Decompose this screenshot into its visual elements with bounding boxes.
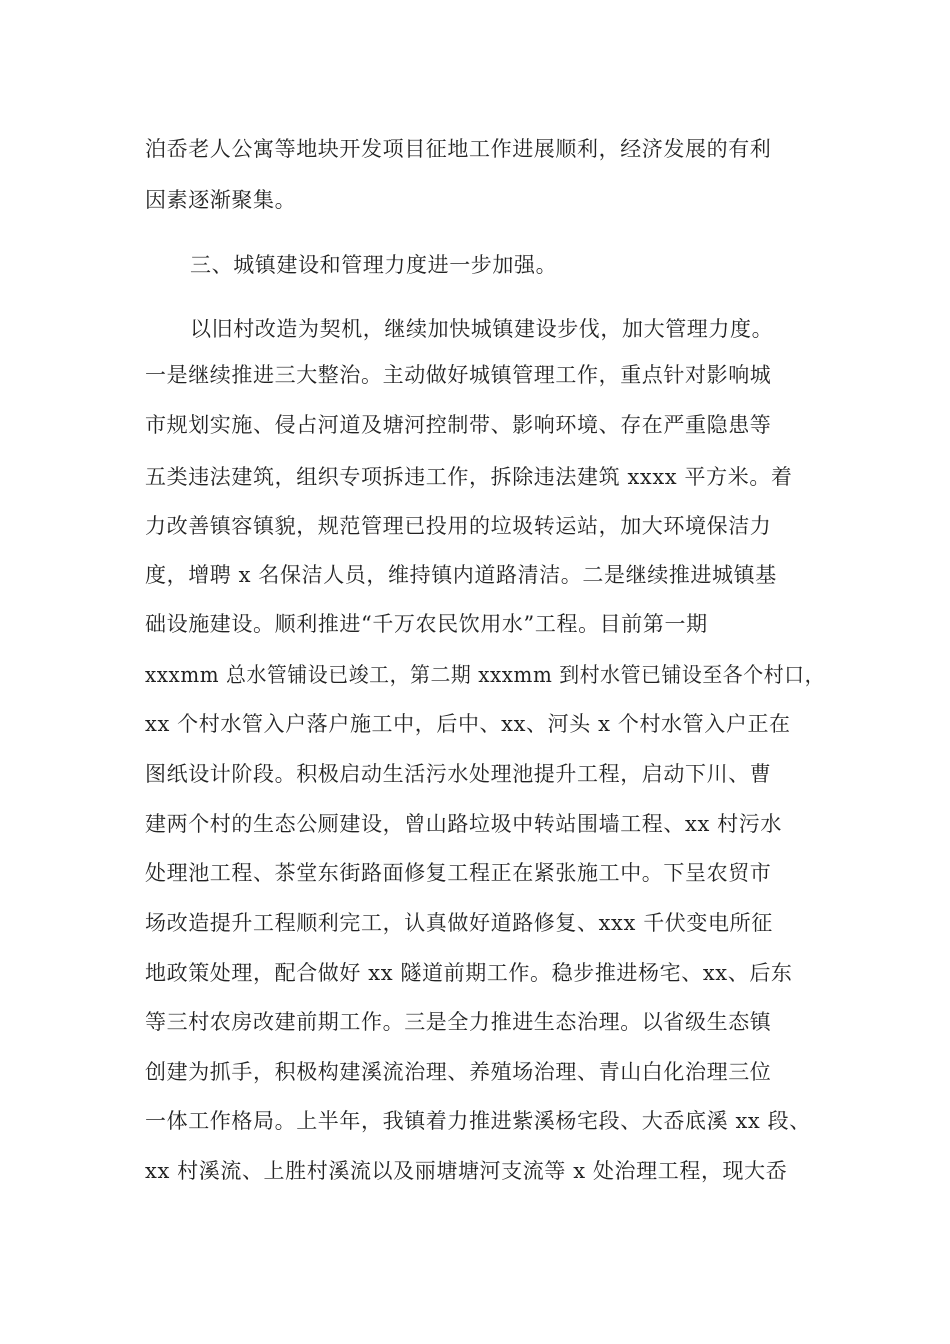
paragraph-line: 力改善镇容镇貌，规范管理已投用的垃圾转运站，加大环境保洁力	[145, 514, 772, 538]
paragraph-line: 场改造提升工程顺利完工，认真做好道路修复、xxx 千伏变电所征	[145, 911, 773, 935]
paragraph-line: 市规划实施、侵占河道及塘河控制带、影响环境、存在严重隐患等	[145, 413, 772, 437]
paragraph-line: xx 个村水管入户落户施工中，后中、xx、河头 x 个村水管入户正在	[145, 712, 791, 736]
paragraph-line: 五类违法建筑，组织专项拆违工作，拆除违法建筑 xxxx 平方米。着	[145, 465, 793, 489]
paragraph-line: 因素逐渐聚集。	[145, 188, 297, 212]
paragraph-line: 础设施建设。顺利推进“千万农民饮用水”工程。目前第一期	[145, 612, 708, 636]
section-heading: 三、城镇建设和管理力度进一步加强。	[190, 253, 558, 277]
paragraph-line: xxxmm 总水管铺设已竣工，第二期 xxxmm 到村水管已铺设至各个村口，	[145, 663, 826, 687]
paragraph-line: 以旧村改造为契机，继续加快城镇建设步伐，加大管理力度。	[190, 317, 774, 341]
paragraph-line: 一体工作格局。上半年，我镇着力推进紫溪杨宅段、大岙底溪 xx 段、	[145, 1109, 811, 1133]
paragraph-line: 地政策处理，配合做好 xx 隧道前期工作。稳步推进杨宅、xx、后东	[145, 961, 793, 985]
paragraph-line: 图纸设计阶段。积极启动生活污水处理池提升工程，启动下川、曹	[145, 762, 772, 786]
paragraph-line: 处理池工程、茶堂东街路面修复工程正在紧张施工中。下呈农贸市	[145, 861, 772, 885]
paragraph-line: 一是继续推进三大整治。主动做好城镇管理工作，重点针对影响城	[145, 363, 772, 387]
paragraph-line: 等三村农房改建前期工作。三是全力推进生态治理。以省级生态镇	[145, 1010, 772, 1034]
paragraph-line: 建两个村的生态公厕建设，曾山路垃圾中转站围墙工程、xx 村污水	[145, 812, 782, 836]
paragraph-line: 度，增聘 x 名保洁人员，维持镇内道路清洁。二是继续推进城镇基	[145, 563, 777, 587]
paragraph-line: xx 村溪流、上胜村溪流以及丽塘塘河支流等 x 处治理工程，现大岙	[145, 1159, 788, 1183]
paragraph-line: 泊岙老人公寓等地块开发项目征地工作进展顺利，经济发展的有利	[145, 137, 772, 161]
paragraph-line: 创建为抓手，积极构建溪流治理、养殖场治理、青山白化治理三位	[145, 1060, 772, 1084]
